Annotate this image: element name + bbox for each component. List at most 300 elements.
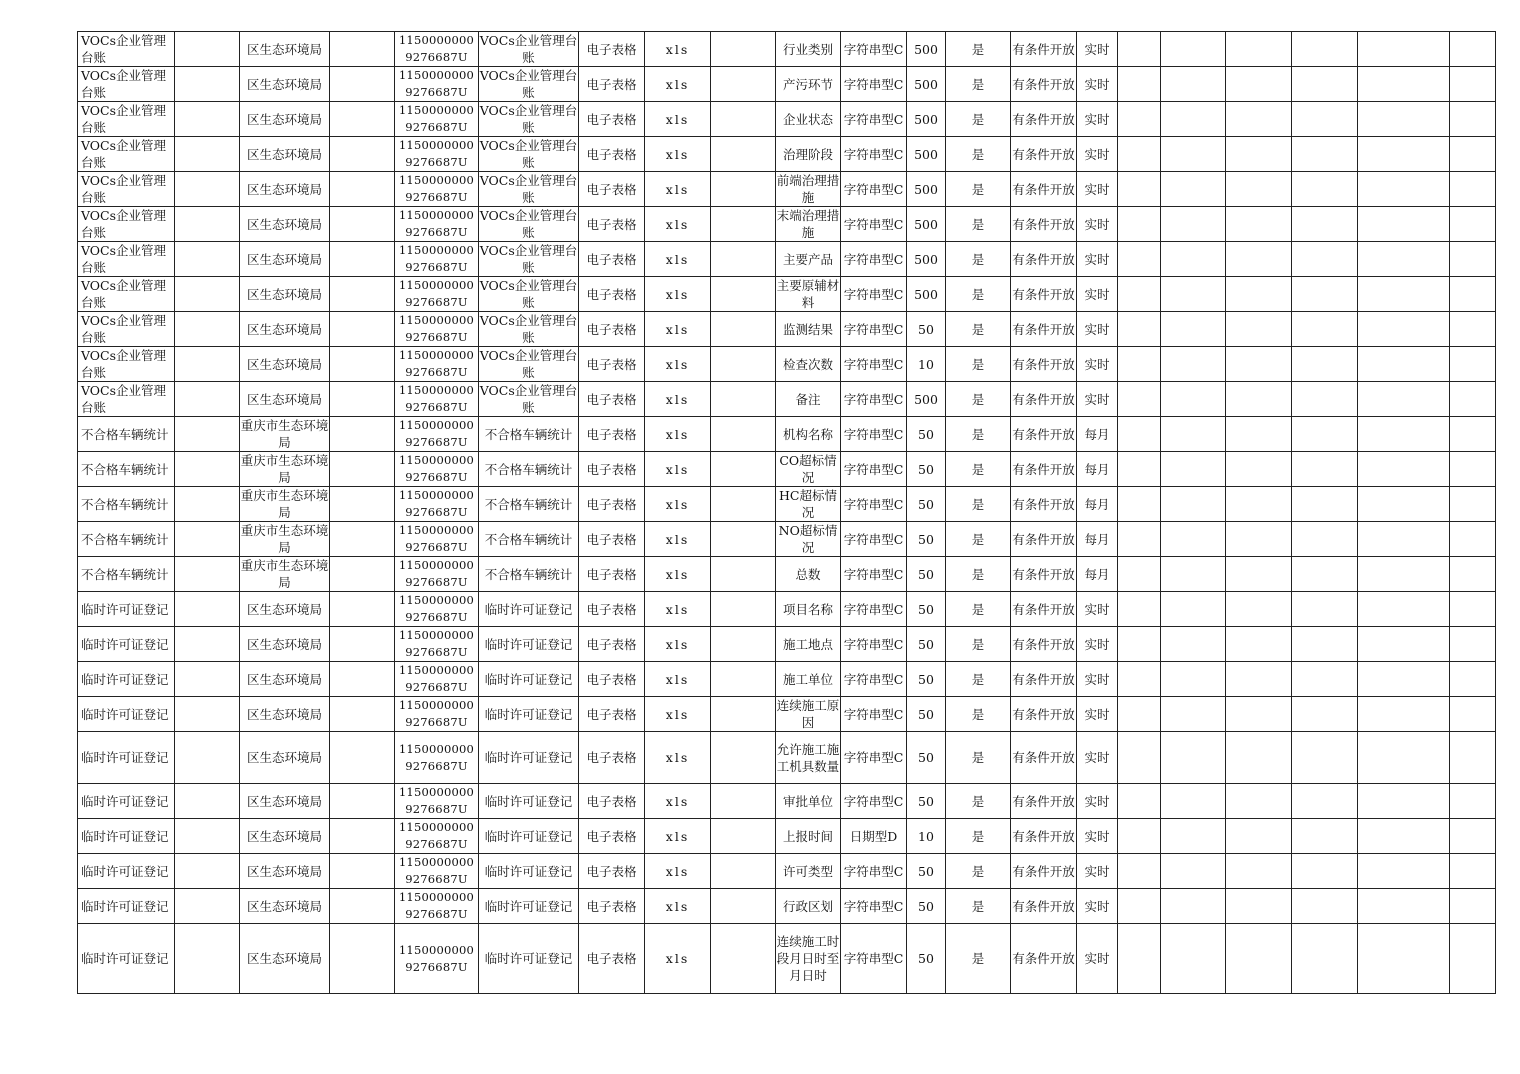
table-cell bbox=[711, 889, 776, 924]
table-cell: VOCs企业管理台账 bbox=[78, 137, 175, 172]
table-cell bbox=[711, 592, 776, 627]
table-cell bbox=[1226, 172, 1292, 207]
table-cell: 区生态环境局 bbox=[240, 889, 330, 924]
table-cell bbox=[1161, 662, 1226, 697]
table-row bbox=[78, 312, 1496, 347]
table-cell: VOCs企业管理台账 bbox=[78, 102, 175, 137]
table-cell: xls bbox=[645, 557, 711, 592]
table-cell: 1150000000 9276687U bbox=[395, 662, 479, 697]
table-cell bbox=[1161, 522, 1226, 557]
table-cell: 字符串型C bbox=[841, 889, 907, 924]
table-cell bbox=[330, 67, 395, 102]
table-cell: 电子表格 bbox=[579, 557, 645, 592]
table-cell bbox=[175, 697, 240, 732]
table-cell: 字符串型C bbox=[841, 627, 907, 662]
table-cell: 是 bbox=[946, 784, 1011, 819]
table-cell: 1150000000 9276687U bbox=[395, 172, 479, 207]
table-cell bbox=[1292, 522, 1358, 557]
table-cell bbox=[1226, 277, 1292, 312]
table-cell: 每月 bbox=[1077, 522, 1118, 557]
table-cell: VOCs企业管理台账 bbox=[479, 278, 578, 310]
table-cell: 是 bbox=[946, 347, 1011, 382]
table-cell bbox=[1450, 732, 1496, 784]
table-cell: 是 bbox=[946, 924, 1011, 994]
table-cell: 不合格车辆统计 bbox=[479, 417, 579, 452]
table-cell: 字符串型C bbox=[841, 662, 907, 697]
table-cell: VOCs企业管理台账 bbox=[78, 32, 175, 67]
table-cell: 产污环节 bbox=[776, 67, 841, 102]
table-cell bbox=[1161, 592, 1226, 627]
table-cell: 实时 bbox=[1077, 662, 1118, 697]
table-cell bbox=[1450, 67, 1496, 102]
table-cell bbox=[1292, 662, 1358, 697]
table-cell bbox=[1450, 452, 1496, 487]
table-cell: 字符串型C bbox=[841, 207, 907, 242]
table-cell bbox=[1161, 697, 1226, 732]
table-cell bbox=[1292, 452, 1358, 487]
table-cell bbox=[175, 889, 240, 924]
table-cell: 前端治理措施 bbox=[776, 173, 840, 205]
table-cell: 电子表格 bbox=[579, 592, 645, 627]
table-cell bbox=[175, 417, 240, 452]
table-cell: 实时 bbox=[1077, 732, 1118, 784]
table-cell bbox=[711, 102, 776, 137]
table-cell bbox=[1161, 732, 1226, 784]
table-cell bbox=[1118, 697, 1161, 732]
table-cell: xls bbox=[645, 102, 711, 137]
table-cell: VOCs企业管理台账 bbox=[479, 383, 578, 415]
table-cell: 重庆市生态环境局 bbox=[240, 558, 329, 590]
table-cell bbox=[330, 347, 395, 382]
table-cell bbox=[1358, 347, 1450, 382]
table-cell: 实时 bbox=[1077, 312, 1118, 347]
table-cell bbox=[1292, 487, 1358, 522]
table-cell bbox=[175, 452, 240, 487]
table-cell: 每月 bbox=[1077, 452, 1118, 487]
table-cell bbox=[1161, 924, 1226, 994]
table-cell bbox=[1226, 382, 1292, 417]
table-cell bbox=[1292, 854, 1358, 889]
table-cell: 区生态环境局 bbox=[240, 592, 330, 627]
table-cell bbox=[330, 697, 395, 732]
table-cell: 电子表格 bbox=[579, 854, 645, 889]
table-row bbox=[78, 242, 1496, 277]
table-cell: 电子表格 bbox=[579, 522, 645, 557]
table-cell: 是 bbox=[946, 382, 1011, 417]
table-cell bbox=[1450, 557, 1496, 592]
table-cell bbox=[330, 172, 395, 207]
table-cell: 电子表格 bbox=[579, 382, 645, 417]
table-cell bbox=[1450, 662, 1496, 697]
table-cell bbox=[1292, 819, 1358, 854]
table-cell: VOCs企业管理台账 bbox=[479, 103, 578, 135]
table-cell bbox=[1226, 889, 1292, 924]
table-cell bbox=[711, 312, 776, 347]
table-cell bbox=[711, 382, 776, 417]
table-cell bbox=[1292, 924, 1358, 994]
table-cell bbox=[1292, 417, 1358, 452]
table-cell bbox=[1118, 242, 1161, 277]
table-cell: 检查次数 bbox=[776, 347, 841, 382]
table-cell bbox=[1226, 592, 1292, 627]
table-cell bbox=[175, 627, 240, 662]
table-cell bbox=[175, 207, 240, 242]
table-cell: 500 bbox=[907, 242, 946, 277]
table-cell bbox=[1292, 32, 1358, 67]
table-cell: 审批单位 bbox=[776, 784, 841, 819]
table-row bbox=[78, 924, 1496, 994]
table-cell: 是 bbox=[946, 32, 1011, 67]
table-cell: 不合格车辆统计 bbox=[479, 487, 579, 522]
table-cell bbox=[1292, 137, 1358, 172]
table-cell bbox=[1118, 854, 1161, 889]
table-cell: 每月 bbox=[1077, 417, 1118, 452]
table-row bbox=[78, 627, 1496, 662]
table-cell: 500 bbox=[907, 277, 946, 312]
table-cell: VOCs企业管理台账 bbox=[78, 277, 175, 312]
table-cell bbox=[711, 557, 776, 592]
table-cell: 行政区划 bbox=[776, 889, 841, 924]
table-cell: 1150000000 9276687U bbox=[395, 312, 479, 347]
table-cell: 临时许可证登记 bbox=[78, 732, 175, 784]
table-cell: 有条件开放 bbox=[1011, 662, 1077, 697]
table-cell bbox=[1450, 889, 1496, 924]
table-cell bbox=[1118, 137, 1161, 172]
table-cell: 有条件开放 bbox=[1011, 172, 1077, 207]
table-cell: 电子表格 bbox=[579, 417, 645, 452]
table-cell bbox=[1292, 697, 1358, 732]
table-cell: xls bbox=[645, 522, 711, 557]
table-cell bbox=[1358, 32, 1450, 67]
table-row bbox=[78, 889, 1496, 924]
table-row bbox=[78, 452, 1496, 487]
table-cell: 字符串型C bbox=[841, 697, 907, 732]
table-cell bbox=[1226, 732, 1292, 784]
table-cell: 1150000000 9276687U bbox=[395, 889, 479, 924]
table-cell bbox=[330, 382, 395, 417]
table-cell bbox=[175, 137, 240, 172]
table-cell bbox=[330, 784, 395, 819]
table-cell: 区生态环境局 bbox=[240, 67, 330, 102]
table-cell bbox=[711, 347, 776, 382]
table-cell: 是 bbox=[946, 627, 1011, 662]
table-cell bbox=[1358, 137, 1450, 172]
table-cell: 1150000000 9276687U bbox=[395, 627, 479, 662]
table-cell: VOCs企业管理台账 bbox=[479, 33, 578, 65]
table-cell bbox=[1450, 819, 1496, 854]
table-cell: 1150000000 9276687U bbox=[395, 592, 479, 627]
table-cell: 电子表格 bbox=[579, 312, 645, 347]
table-cell: 治理阶段 bbox=[776, 137, 841, 172]
table-cell bbox=[175, 854, 240, 889]
table-cell bbox=[1292, 172, 1358, 207]
table-cell: 有条件开放 bbox=[1011, 487, 1077, 522]
table-cell: 1150000000 9276687U bbox=[395, 487, 479, 522]
table-cell: 1150000000 9276687U bbox=[395, 242, 479, 277]
table-cell bbox=[1358, 452, 1450, 487]
table-cell bbox=[175, 784, 240, 819]
table-cell: 10 bbox=[907, 819, 946, 854]
table-cell bbox=[1161, 889, 1226, 924]
table-cell: 字符串型C bbox=[841, 452, 907, 487]
table-cell bbox=[1450, 487, 1496, 522]
table-cell: 有条件开放 bbox=[1011, 697, 1077, 732]
table-cell: 临时许可证登记 bbox=[78, 662, 175, 697]
table-cell bbox=[1292, 347, 1358, 382]
table-cell bbox=[1161, 819, 1226, 854]
table-cell: VOCs企业管理台账 bbox=[78, 242, 175, 277]
table-cell: 电子表格 bbox=[579, 662, 645, 697]
table-cell bbox=[711, 854, 776, 889]
table-cell: 1150000000 9276687U bbox=[395, 137, 479, 172]
table-cell bbox=[711, 522, 776, 557]
table-row bbox=[78, 854, 1496, 889]
table-row bbox=[78, 487, 1496, 522]
table-row bbox=[78, 32, 1496, 67]
table-cell bbox=[1226, 67, 1292, 102]
table-cell: 字符串型C bbox=[841, 382, 907, 417]
table-cell: 字符串型C bbox=[841, 137, 907, 172]
table-cell bbox=[1161, 487, 1226, 522]
table-cell: 电子表格 bbox=[579, 277, 645, 312]
table-cell bbox=[1226, 819, 1292, 854]
table-cell: 不合格车辆统计 bbox=[78, 487, 175, 522]
table-cell: xls bbox=[645, 784, 711, 819]
table-cell: 1150000000 9276687U bbox=[395, 732, 479, 784]
table-cell: NO超标情况 bbox=[776, 522, 841, 557]
table-cell: 实时 bbox=[1077, 67, 1118, 102]
table-cell: 电子表格 bbox=[579, 784, 645, 819]
table-cell bbox=[1450, 784, 1496, 819]
table-row bbox=[78, 662, 1496, 697]
table-cell bbox=[175, 242, 240, 277]
table-cell: 有条件开放 bbox=[1011, 522, 1077, 557]
table-cell bbox=[1118, 592, 1161, 627]
table-cell: 不合格车辆统计 bbox=[78, 522, 175, 557]
table-cell: 1150000000 9276687U bbox=[395, 697, 479, 732]
table-cell bbox=[330, 102, 395, 137]
table-row bbox=[78, 207, 1496, 242]
table-cell: VOCs企业管理台账 bbox=[479, 208, 578, 240]
table-cell: VOCs企业管理台账 bbox=[78, 347, 175, 382]
table-cell bbox=[330, 32, 395, 67]
table-cell: 1150000000 9276687U bbox=[395, 557, 479, 592]
table-cell: 是 bbox=[946, 662, 1011, 697]
table-cell: 500 bbox=[907, 207, 946, 242]
table-cell: 是 bbox=[946, 522, 1011, 557]
table-cell bbox=[1450, 102, 1496, 137]
table-cell: 字符串型C bbox=[841, 592, 907, 627]
table-cell bbox=[1292, 277, 1358, 312]
table-cell: 字符串型C bbox=[841, 417, 907, 452]
table-cell: 监测结果 bbox=[776, 312, 841, 347]
table-cell bbox=[1226, 784, 1292, 819]
table-cell bbox=[711, 819, 776, 854]
table-cell bbox=[1226, 854, 1292, 889]
table-cell: 是 bbox=[946, 137, 1011, 172]
table-cell: 是 bbox=[946, 417, 1011, 452]
table-cell bbox=[711, 732, 776, 784]
table-cell: 区生态环境局 bbox=[240, 819, 330, 854]
table-cell bbox=[1450, 697, 1496, 732]
table-cell bbox=[1161, 312, 1226, 347]
table-cell: xls bbox=[645, 242, 711, 277]
table-row bbox=[78, 417, 1496, 452]
table-cell bbox=[1118, 487, 1161, 522]
table-cell bbox=[1292, 67, 1358, 102]
table-cell bbox=[1358, 732, 1450, 784]
table-cell: 主要产品 bbox=[776, 242, 841, 277]
table-cell: 有条件开放 bbox=[1011, 312, 1077, 347]
table-cell: 有条件开放 bbox=[1011, 819, 1077, 854]
table-cell: 50 bbox=[907, 732, 946, 784]
table-cell: 电子表格 bbox=[579, 102, 645, 137]
table-cell bbox=[1450, 312, 1496, 347]
table-cell: xls bbox=[645, 172, 711, 207]
table-cell: 50 bbox=[907, 889, 946, 924]
table-cell: 实时 bbox=[1077, 697, 1118, 732]
table-cell bbox=[330, 207, 395, 242]
table-cell: VOCs企业管理台账 bbox=[78, 67, 175, 102]
table-cell bbox=[1226, 32, 1292, 67]
table-cell: 50 bbox=[907, 924, 946, 994]
table-cell bbox=[1450, 627, 1496, 662]
table-cell: VOCs企业管理台账 bbox=[479, 68, 578, 100]
table-cell: 50 bbox=[907, 487, 946, 522]
table-cell: 有条件开放 bbox=[1011, 557, 1077, 592]
table-cell: 不合格车辆统计 bbox=[479, 522, 579, 557]
table-cell bbox=[1118, 784, 1161, 819]
table-cell bbox=[1118, 819, 1161, 854]
table-cell: 临时许可证登记 bbox=[78, 819, 175, 854]
table-cell bbox=[1358, 889, 1450, 924]
table-cell bbox=[175, 32, 240, 67]
table-cell: 电子表格 bbox=[579, 242, 645, 277]
table-cell bbox=[330, 312, 395, 347]
table-cell: 电子表格 bbox=[579, 172, 645, 207]
table-cell bbox=[1161, 347, 1226, 382]
table-cell: 有条件开放 bbox=[1011, 452, 1077, 487]
table-cell: 有条件开放 bbox=[1011, 277, 1077, 312]
table-cell: xls bbox=[645, 592, 711, 627]
table-cell bbox=[330, 242, 395, 277]
table-cell: 500 bbox=[907, 172, 946, 207]
table-cell: 实时 bbox=[1077, 819, 1118, 854]
table-cell: 是 bbox=[946, 312, 1011, 347]
table-cell: 500 bbox=[907, 67, 946, 102]
table-cell bbox=[711, 32, 776, 67]
table-cell: 电子表格 bbox=[579, 137, 645, 172]
table-cell: xls bbox=[645, 207, 711, 242]
table-cell: 实时 bbox=[1077, 382, 1118, 417]
table-cell: 区生态环境局 bbox=[240, 854, 330, 889]
table-cell bbox=[175, 347, 240, 382]
table-cell: 有条件开放 bbox=[1011, 784, 1077, 819]
table-cell bbox=[1118, 32, 1161, 67]
table-cell bbox=[1226, 487, 1292, 522]
table-cell: 不合格车辆统计 bbox=[479, 452, 579, 487]
table-cell: 字符串型C bbox=[841, 347, 907, 382]
table-cell: 区生态环境局 bbox=[240, 924, 330, 994]
table-cell: 字符串型C bbox=[841, 32, 907, 67]
table-cell: 电子表格 bbox=[579, 67, 645, 102]
table-cell bbox=[1161, 137, 1226, 172]
table-cell: 有条件开放 bbox=[1011, 732, 1077, 784]
table-row bbox=[78, 172, 1496, 207]
table-cell: 实时 bbox=[1077, 889, 1118, 924]
table-cell bbox=[1161, 242, 1226, 277]
table-cell: 500 bbox=[907, 102, 946, 137]
table-cell: 有条件开放 bbox=[1011, 592, 1077, 627]
table-row bbox=[78, 347, 1496, 382]
table-cell: 有条件开放 bbox=[1011, 889, 1077, 924]
table-cell bbox=[1292, 627, 1358, 662]
table-cell bbox=[330, 487, 395, 522]
table-cell: 临时许可证登记 bbox=[479, 627, 579, 662]
table-cell: CO超标情况 bbox=[776, 452, 841, 487]
table-cell: 临时许可证登记 bbox=[78, 697, 175, 732]
table-cell bbox=[1118, 732, 1161, 784]
table-cell: 字符串型C bbox=[841, 487, 907, 522]
table-cell: 临时许可证登记 bbox=[479, 889, 579, 924]
table-cell: 重庆市生态环境局 bbox=[240, 523, 329, 555]
table-cell bbox=[1450, 347, 1496, 382]
table-cell: 行业类别 bbox=[776, 32, 841, 67]
table-cell bbox=[330, 662, 395, 697]
table-cell bbox=[1118, 557, 1161, 592]
data-catalog-table bbox=[77, 31, 1496, 994]
table-cell: xls bbox=[645, 67, 711, 102]
table-cell: xls bbox=[645, 924, 711, 994]
table-cell: 企业状态 bbox=[776, 102, 841, 137]
table-cell: 区生态环境局 bbox=[240, 277, 330, 312]
table-cell: 区生态环境局 bbox=[240, 312, 330, 347]
table-cell: 500 bbox=[907, 137, 946, 172]
table-cell: 临时许可证登记 bbox=[479, 854, 579, 889]
table-cell bbox=[1358, 417, 1450, 452]
table-cell: 字符串型C bbox=[841, 242, 907, 277]
table-cell: 50 bbox=[907, 854, 946, 889]
table-cell: 连续施工原因 bbox=[776, 698, 840, 730]
table-cell bbox=[175, 732, 240, 784]
table-cell: 1150000000 9276687U bbox=[395, 417, 479, 452]
table-cell: 是 bbox=[946, 277, 1011, 312]
table-cell: 是 bbox=[946, 487, 1011, 522]
table-cell bbox=[330, 889, 395, 924]
table-cell: 50 bbox=[907, 522, 946, 557]
table-cell bbox=[1450, 417, 1496, 452]
table-cell: 1150000000 9276687U bbox=[395, 522, 479, 557]
table-cell: VOCs企业管理台账 bbox=[479, 173, 578, 205]
table-cell: 是 bbox=[946, 452, 1011, 487]
table-cell bbox=[1358, 67, 1450, 102]
table-cell bbox=[1450, 924, 1496, 994]
table-cell bbox=[1161, 557, 1226, 592]
table-cell: 施工地点 bbox=[776, 627, 841, 662]
table-cell: 不合格车辆统计 bbox=[479, 557, 579, 592]
table-cell bbox=[711, 137, 776, 172]
table-cell: 50 bbox=[907, 417, 946, 452]
table-cell bbox=[1226, 452, 1292, 487]
table-cell bbox=[1358, 242, 1450, 277]
table-cell bbox=[330, 854, 395, 889]
table-cell: 区生态环境局 bbox=[240, 662, 330, 697]
table-cell bbox=[1226, 522, 1292, 557]
table-cell: 实时 bbox=[1077, 32, 1118, 67]
table-cell: 临时许可证登记 bbox=[78, 592, 175, 627]
table-cell bbox=[1450, 242, 1496, 277]
table-cell bbox=[1358, 627, 1450, 662]
